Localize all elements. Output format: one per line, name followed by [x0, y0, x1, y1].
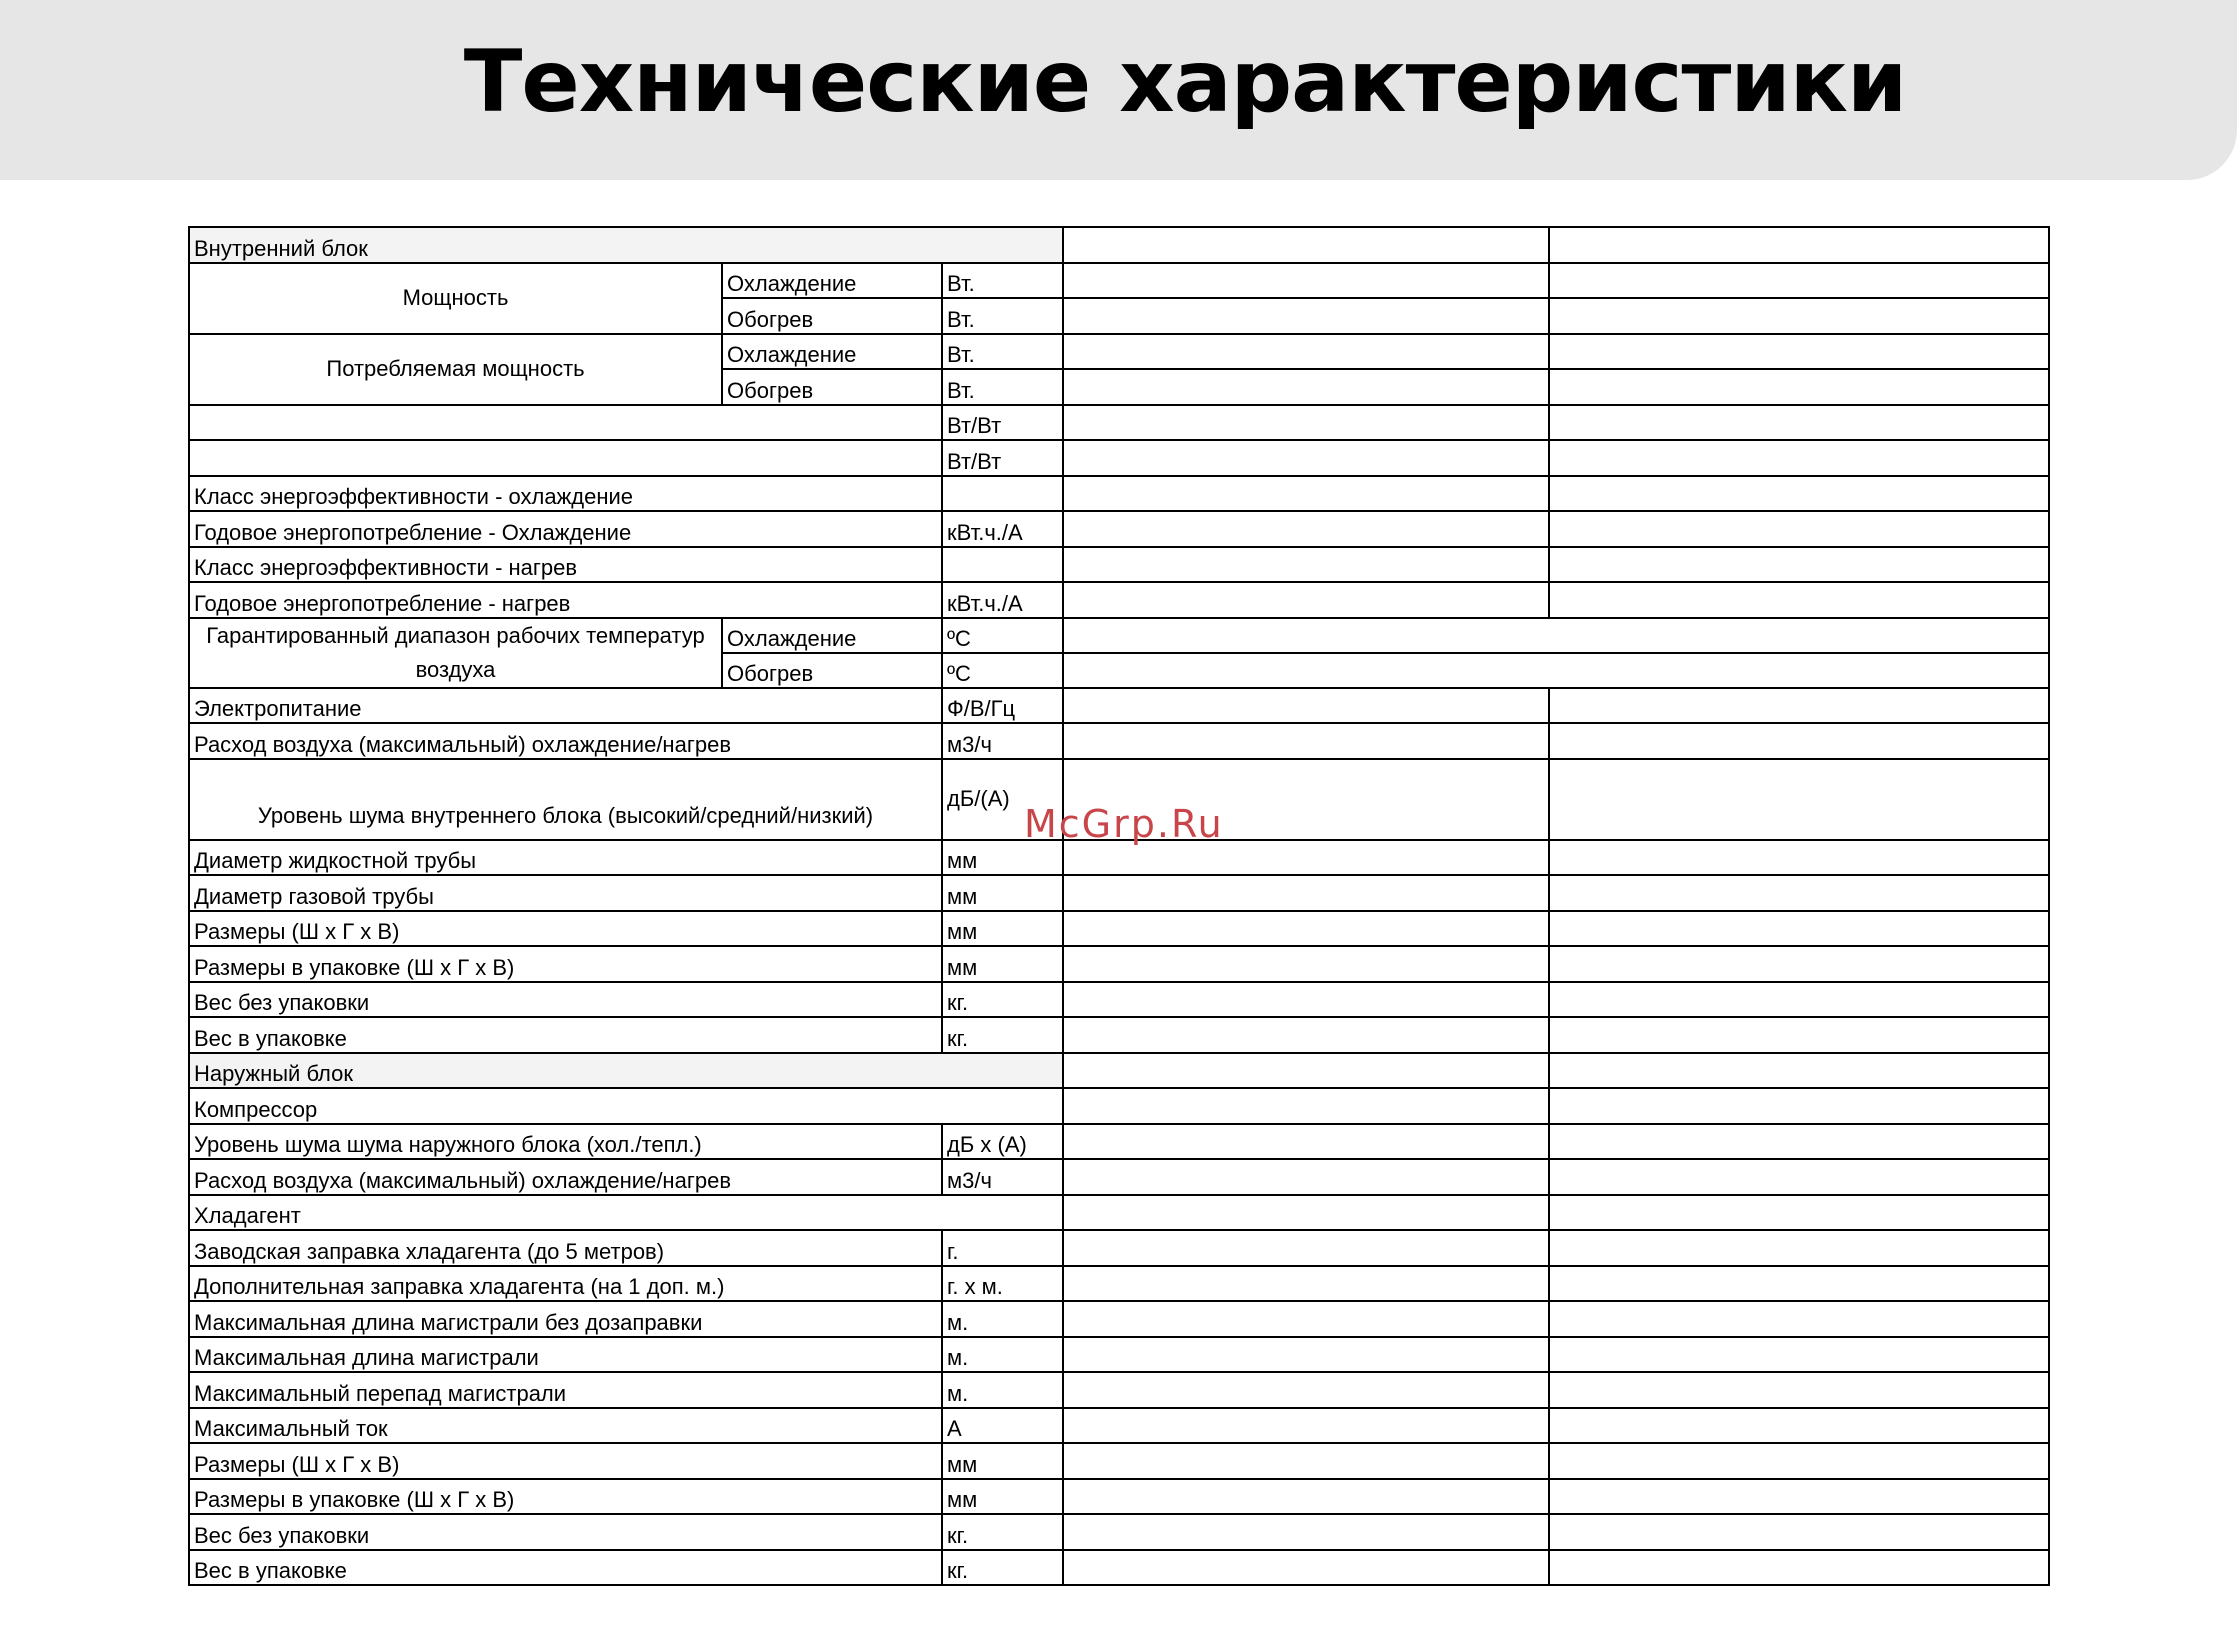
row-label: Годовое энергопотребление - Охлаждение	[189, 511, 942, 547]
value-cell-1[interactable]	[1063, 1053, 1549, 1089]
unit-cell: мм	[942, 1443, 1063, 1479]
value-cell-2[interactable]	[1549, 1301, 2049, 1337]
row-label: Размеры в упаковке (Ш х Г х В)	[189, 1479, 942, 1515]
value-cell-2[interactable]	[1549, 688, 2049, 724]
spec-table	[188, 226, 2050, 1586]
unit-cell: кг.	[942, 982, 1063, 1018]
value-cell-2[interactable]	[1549, 840, 2049, 876]
sub-label: Охлаждение	[722, 334, 942, 370]
unit-cell: мм	[942, 840, 1063, 876]
value-cell-1[interactable]	[1063, 1017, 1549, 1053]
table-row	[189, 1266, 2049, 1302]
table-row	[189, 1337, 2049, 1373]
row-label	[189, 405, 942, 441]
sub-label: Обогрев	[722, 369, 942, 405]
value-cell-1[interactable]	[1063, 1514, 1549, 1550]
value-cell-1[interactable]	[1063, 1124, 1549, 1160]
value-cell-2[interactable]	[1549, 263, 2049, 299]
value-cell-1[interactable]	[1063, 1443, 1549, 1479]
value-cell-2[interactable]	[1549, 1479, 2049, 1515]
value-cell-2[interactable]	[1549, 582, 2049, 618]
unit-cell: г. х м.	[942, 1266, 1063, 1302]
row-label: Вес без упаковки	[189, 1514, 942, 1550]
value-cell-2[interactable]	[1549, 911, 2049, 947]
row-label: Размеры в упаковке (Ш х Г х В)	[189, 946, 942, 982]
value-cell-2[interactable]	[1549, 334, 2049, 370]
value-cell-1[interactable]	[1063, 298, 1549, 334]
value-cell-2[interactable]	[1549, 227, 2049, 263]
unit-cell: Вт.	[942, 369, 1063, 405]
row-label: Дополнительная заправка хладагента (на 1 доп. м.)	[189, 1266, 942, 1302]
table-row	[189, 1550, 2049, 1586]
unit-cell: Вт/Вт	[942, 405, 1063, 441]
value-cell-1[interactable]	[1063, 547, 1549, 583]
unit-cell: кг.	[942, 1514, 1063, 1550]
table-row	[189, 405, 2049, 441]
unit-cell	[942, 547, 1063, 583]
value-cell-1[interactable]	[1063, 1230, 1549, 1266]
value-cell-merged[interactable]	[1063, 653, 2049, 688]
table-row	[189, 1372, 2049, 1408]
unit-cell: Вт/Вт	[942, 440, 1063, 476]
table-row	[189, 511, 2049, 547]
table-row	[189, 1159, 2049, 1195]
row-label: Уровень шума шума наружного блока (хол./тепл.)	[189, 1124, 942, 1160]
unit-cell: А	[942, 1408, 1063, 1444]
unit-cell: м.	[942, 1301, 1063, 1337]
table-row	[189, 875, 2049, 911]
row-label: Вес в упаковке	[189, 1550, 942, 1586]
unit-cell: дБ/(А)	[942, 759, 1063, 840]
value-cell-1[interactable]	[1063, 227, 1549, 263]
table-row	[189, 1124, 2049, 1160]
value-cell-1[interactable]	[1063, 1372, 1549, 1408]
table-row	[189, 688, 2049, 724]
value-cell-2[interactable]	[1549, 440, 2049, 476]
table-row	[189, 618, 2049, 653]
value-cell-1[interactable]	[1063, 369, 1549, 405]
row-label: Заводская заправка хладагента (до 5 метров)	[189, 1230, 942, 1266]
row-label: Расход воздуха (максимальный) охлаждение/нагрев	[189, 723, 942, 759]
table-row	[189, 1230, 2049, 1266]
value-cell-2[interactable]	[1549, 1443, 2049, 1479]
row-label: Размеры (Ш х Г х В)	[189, 911, 942, 947]
row-label: Диаметр газовой трубы	[189, 875, 942, 911]
unit-cell: м3/ч	[942, 723, 1063, 759]
unit-cell: кВт.ч./А	[942, 511, 1063, 547]
value-cell-2[interactable]	[1549, 982, 2049, 1018]
table-row	[189, 1017, 2049, 1053]
table-row	[189, 982, 2049, 1018]
row-label: Электропитание	[189, 688, 942, 724]
value-cell-1[interactable]	[1063, 946, 1549, 982]
value-cell-1[interactable]	[1063, 1301, 1549, 1337]
value-cell-1[interactable]	[1063, 1550, 1549, 1586]
table-row	[189, 476, 2049, 512]
value-cell-1[interactable]	[1063, 1266, 1549, 1302]
sub-label: Охлаждение	[722, 618, 942, 653]
table-row	[189, 946, 2049, 982]
unit-cell: кВт.ч./А	[942, 582, 1063, 618]
row-label: Размеры (Ш х Г х В)	[189, 1443, 942, 1479]
value-cell-merged[interactable]	[1063, 618, 2049, 653]
value-cell-2[interactable]	[1549, 1017, 2049, 1053]
value-cell-1[interactable]	[1063, 511, 1549, 547]
value-cell-1[interactable]	[1063, 263, 1549, 299]
unit-cell: Вт.	[942, 334, 1063, 370]
table-row	[189, 1443, 2049, 1479]
unit-cell: кг.	[942, 1017, 1063, 1053]
row-label: Годовое энергопотребление - нагрев	[189, 582, 942, 618]
unit-cell: ºC	[942, 618, 1063, 653]
unit-cell: г.	[942, 1230, 1063, 1266]
indoor-unit-header: Внутренний блок	[189, 227, 1063, 263]
value-cell-1[interactable]	[1063, 582, 1549, 618]
value-cell-2[interactable]	[1549, 547, 2049, 583]
unit-cell: Ф/В/Гц	[942, 688, 1063, 724]
row-label: Максимальная длина магистрали без дозаправки	[189, 1301, 942, 1337]
table-row	[189, 334, 2049, 370]
value-cell-2[interactable]	[1549, 759, 2049, 840]
value-cell-1[interactable]	[1063, 1159, 1549, 1195]
row-label: Вес без упаковки	[189, 982, 942, 1018]
row-label: Класс энергоэффективности - нагрев	[189, 547, 942, 583]
value-cell-1[interactable]	[1063, 982, 1549, 1018]
page-title: Технические характеристики	[463, 32, 1907, 132]
value-cell-1[interactable]	[1063, 1408, 1549, 1444]
sub-label: Обогрев	[722, 298, 942, 334]
table-row	[189, 547, 2049, 583]
value-cell-1[interactable]	[1063, 405, 1549, 441]
row-label: Вес в упаковке	[189, 1017, 942, 1053]
power-label: Мощность	[189, 263, 722, 334]
value-cell-1[interactable]	[1063, 334, 1549, 370]
table-row	[189, 440, 2049, 476]
consumed-power-label: Потребляемая мощность	[189, 334, 722, 405]
row-label: Максимальный ток	[189, 1408, 942, 1444]
value-cell-2[interactable]	[1549, 1372, 2049, 1408]
value-cell-2[interactable]	[1549, 511, 2049, 547]
value-cell-2[interactable]	[1549, 1514, 2049, 1550]
row-label: Класс энергоэффективности - охлаждение	[189, 476, 942, 512]
value-cell-2[interactable]	[1549, 1053, 2049, 1089]
table-row	[189, 1479, 2049, 1515]
value-cell-2[interactable]	[1549, 1124, 2049, 1160]
unit-cell: мм	[942, 875, 1063, 911]
table-row	[189, 1514, 2049, 1550]
sub-label: Обогрев	[722, 653, 942, 688]
row-label: Хладагент	[189, 1195, 1063, 1231]
value-cell-2[interactable]	[1549, 1195, 2049, 1231]
watermark: McGrp.Ru	[1024, 802, 1224, 846]
table-row	[189, 1408, 2049, 1444]
value-cell-2[interactable]	[1549, 875, 2049, 911]
title-band	[0, 0, 2237, 180]
temperature-range-label: Гарантированный диапазон рабочих температур воздуха	[189, 618, 722, 688]
value-cell-1[interactable]	[1063, 1195, 1549, 1231]
value-cell-1[interactable]	[1063, 688, 1549, 724]
row-label	[189, 440, 942, 476]
value-cell-2[interactable]	[1549, 1230, 2049, 1266]
value-cell-1[interactable]	[1063, 1088, 1549, 1124]
value-cell-2[interactable]	[1549, 1266, 2049, 1302]
unit-cell: ºC	[942, 653, 1063, 688]
value-cell-2[interactable]	[1549, 1159, 2049, 1195]
unit-cell: м3/ч	[942, 1159, 1063, 1195]
table-row	[189, 1301, 2049, 1337]
value-cell-1[interactable]	[1063, 875, 1549, 911]
outdoor-unit-header: Наружный блок	[189, 1053, 1063, 1089]
value-cell-1[interactable]	[1063, 476, 1549, 512]
unit-cell: дБ х (А)	[942, 1124, 1063, 1160]
table-row	[189, 263, 2049, 299]
value-cell-1[interactable]	[1063, 1337, 1549, 1373]
unit-cell: кг.	[942, 1550, 1063, 1586]
row-label: Уровень шума внутреннего блока (высокий/средний/низкий)	[189, 759, 942, 840]
table-row	[189, 1195, 2049, 1231]
unit-cell: мм	[942, 1479, 1063, 1515]
value-cell-2[interactable]	[1549, 1550, 2049, 1586]
unit-cell: Вт.	[942, 263, 1063, 299]
value-cell-2[interactable]	[1549, 1337, 2049, 1373]
value-cell-2[interactable]	[1549, 1408, 2049, 1444]
value-cell-2[interactable]	[1549, 723, 2049, 759]
unit-cell: м.	[942, 1372, 1063, 1408]
row-label: Максимальный перепад магистрали	[189, 1372, 942, 1408]
value-cell-2[interactable]	[1549, 369, 2049, 405]
row-label: Диаметр жидкостной трубы	[189, 840, 942, 876]
unit-cell: Вт.	[942, 298, 1063, 334]
unit-cell	[942, 476, 1063, 512]
table-row	[189, 582, 2049, 618]
table-row	[189, 1053, 2049, 1089]
table-row	[189, 227, 2049, 263]
unit-cell: мм	[942, 946, 1063, 982]
row-label: Максимальная длина магистрали	[189, 1337, 942, 1373]
value-cell-2[interactable]	[1549, 298, 2049, 334]
row-label: Компрессор	[189, 1088, 1063, 1124]
value-cell-2[interactable]	[1549, 946, 2049, 982]
table-row	[189, 1088, 2049, 1124]
unit-cell: м.	[942, 1337, 1063, 1373]
value-cell-1[interactable]	[1063, 723, 1549, 759]
unit-cell: мм	[942, 911, 1063, 947]
value-cell-1[interactable]	[1063, 1479, 1549, 1515]
table-row	[189, 911, 2049, 947]
value-cell-2[interactable]	[1549, 476, 2049, 512]
value-cell-2[interactable]	[1549, 1088, 2049, 1124]
value-cell-1[interactable]	[1063, 440, 1549, 476]
row-label: Расход воздуха (максимальный) охлаждение/нагрев	[189, 1159, 942, 1195]
sub-label: Охлаждение	[722, 263, 942, 299]
value-cell-1[interactable]	[1063, 911, 1549, 947]
value-cell-2[interactable]	[1549, 405, 2049, 441]
table-row	[189, 723, 2049, 759]
